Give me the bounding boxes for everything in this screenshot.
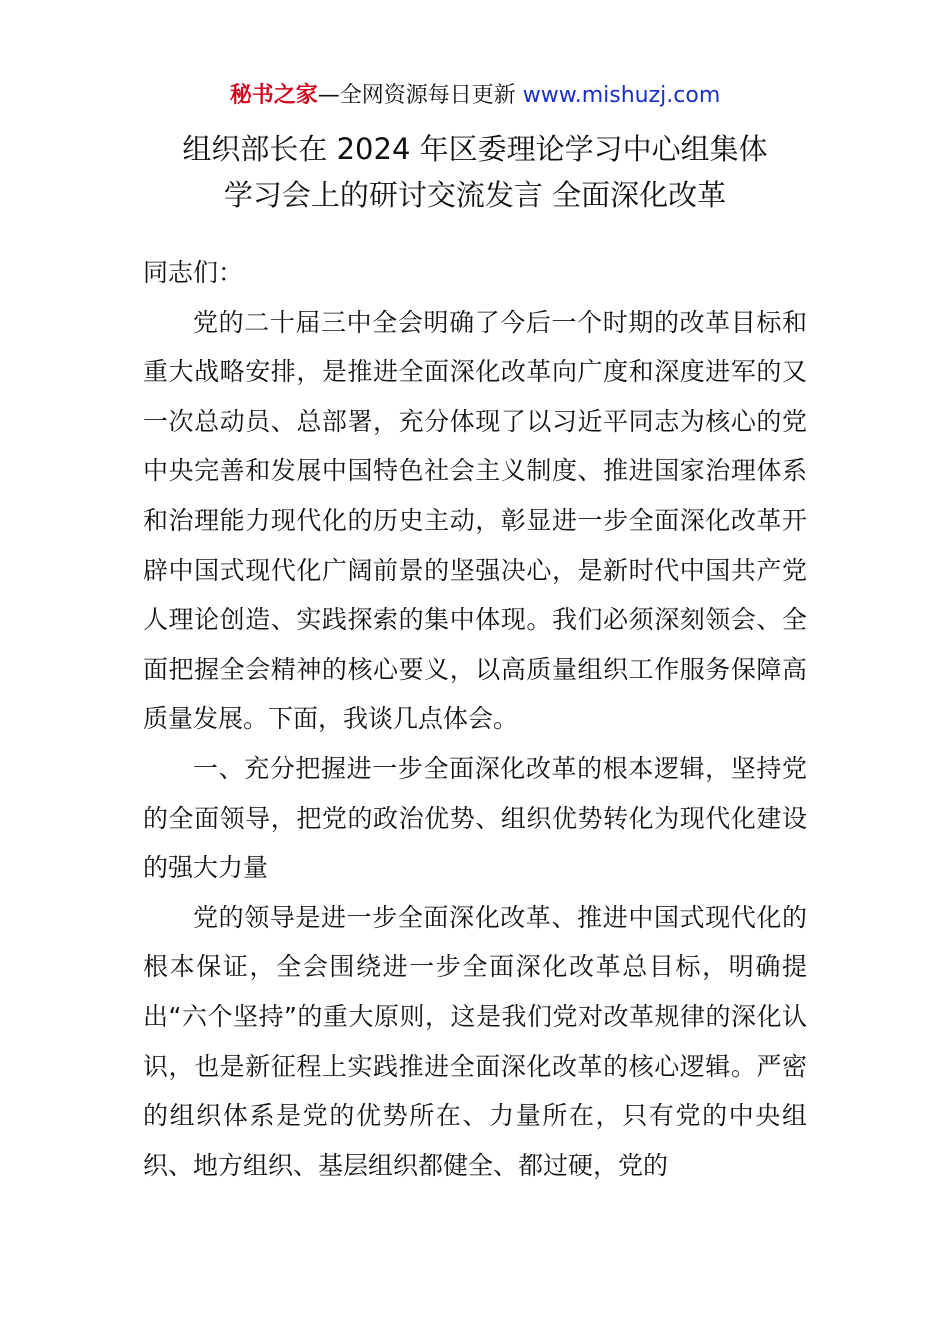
banner-tagline: —全网资源每日更新 (317, 83, 523, 108)
title-line-2: 学习会上的研讨交流发言 全面深化改革 (223, 178, 727, 212)
salutation: 同志们： (143, 258, 244, 287)
section-heading: 一、充分把握进一步全面深化改革的根本逻辑，坚持党的全面领导，把党的政治优势、组织优势转化为现代化建设的强大力量 (143, 753, 807, 883)
document-title (0, 126, 950, 218)
title-line-1: 组织部长在 2024 年区委理论学习中心组集体 (182, 132, 768, 166)
banner-url-link[interactable]: www.mishuzj.com (522, 83, 721, 108)
site-banner (0, 80, 950, 112)
body-paragraph: 党的二十届三中全会明确了今后一个时期的改革目标和重大战略安排，是推进全面深化改革向广度和深度进军的又一次总动员、总部署，充分体现了以习近平同志为核心的党中央完善和发展中国特色社会主义制度、推进国家治理体系和治理能力现代化的历史主动，彰显进一步全面深化改革开辟中国式现代化广阔前景的坚强决心，是新时代中国共产党人理论创造、实践探索的集中体现。我们必须深刻领会、全面把握全会精神的核心要义，以高质量组织工作服务保障高质量发展。下面，我谈几点体会。 (143, 307, 807, 734)
document-body (143, 248, 807, 1190)
body-paragraph: 党的领导是进一步全面深化改革、推进中国式现代化的根本保证，全会围绕进一步全面深化改革总目标，明确提出“六个坚持”的重大原则，这是我们党对改革规律的深化认识，也是新征程上实践推进全面深化改革的核心逻辑。严密的组织体系是党的优势所在、力量所在，只有党的中央组织、地方组织、基层组织都健全、都过硬，党的 (143, 902, 807, 1180)
banner-brand: 秘书之家 (229, 83, 318, 108)
